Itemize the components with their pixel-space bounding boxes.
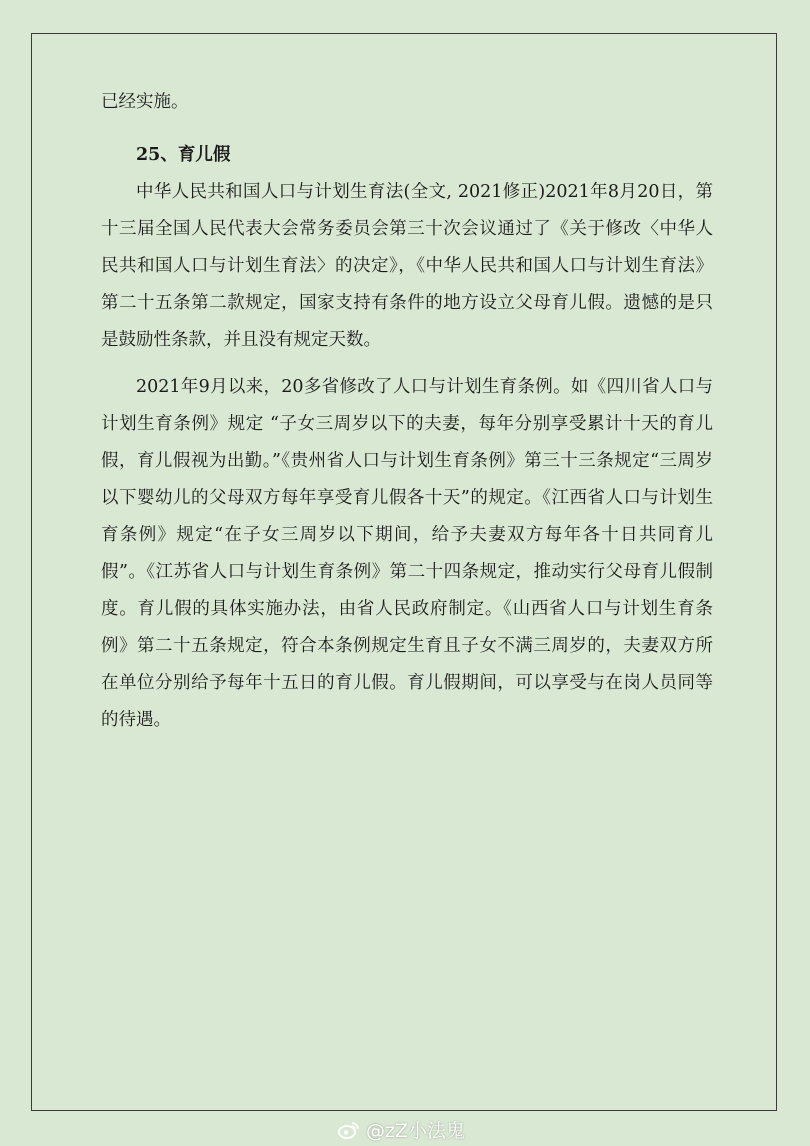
weibo-icon (338, 1121, 360, 1139)
watermark-text: @zZ小法鬼 (366, 1120, 465, 1142)
section-heading: 25、育儿假 (136, 145, 231, 165)
watermark (338, 1116, 465, 1143)
document-body (101, 84, 713, 739)
paragraph-continuation: 已经实施。 (101, 92, 189, 112)
paragraph-provinces: 2021年9月以来，20多省修改了人口与计划生育条例。如《四川省人口与计划生育条例》规定 “子女三周岁以下的夫妻，每年分别享受累计十天的育儿假，育儿假视为出勤。”《贵州省人口与计划生育条例》第三十三条规定“三周岁以下婴幼儿的父母双方每年享受育儿假各十天”的规定。《江西省人口与计划生育条例》规定“在子女三周岁以下期间，给予夫妻双方每年各十日共同育儿假”。《江苏省人口与计划生育条例》第二十四条规定，推动实行父母育儿假制度。育儿假的具体实施办法，由省人民政府制定。《山西省人口与计划生育条例》第二十五条规定，符合本条例规定生育且子女不满三周岁的，夫妻双方所在单位分别给予每年十五日的育儿假。育儿假期间，可以享受与在岗人员同等的待遇。 (101, 377, 713, 730)
paragraph-law: 中华人民共和国人口与计划生育法(全文, 2021修正)2021年8月20日，第十三届全国人民代表大会常务委员会第三十次会议通过了《关于修改〈中华人民共和国人口与计划生育法〉的决定》，《中华人民共和国人口与计划生育法》第二十五条第二款规定，国家支持有条件的地方设立父母育儿假。遗憾的是只是鼓励性条款，并且没有规定天数。 (101, 182, 713, 350)
